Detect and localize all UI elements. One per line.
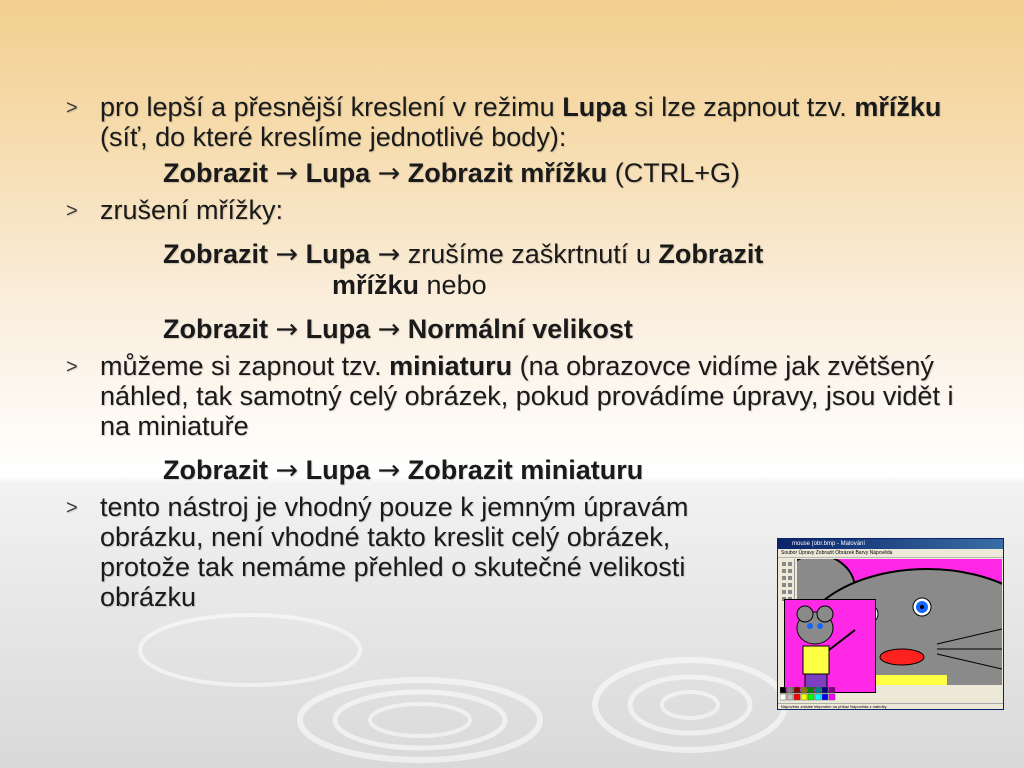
menu-zobrazit: Zobrazit [163, 314, 276, 344]
shortcut-text: (CTRL+G) [607, 158, 741, 188]
bullet-thumbnail [58, 351, 978, 441]
arrow-icon: → [275, 158, 299, 189]
text: můžeme si zapnout tzv. [100, 351, 390, 381]
text: zrušení mřížky: [100, 195, 284, 225]
menu-zobrazit-miniaturu: Zobrazit miniaturu [400, 455, 644, 485]
text: pro lepší a přesnější kreslení v režimu [100, 92, 563, 122]
status-bar: Nápovědu získáte klepnutím na příkaz Nápověda z nabídky [778, 703, 1003, 709]
menu-path-uncheck-grid [58, 239, 978, 270]
text: (síť, do které kreslíme jednotlivé body): [100, 122, 567, 152]
arrow-icon: → [275, 455, 299, 486]
menu-zobrazit: Zobrazit [163, 239, 276, 269]
menu-path-show-grid [58, 158, 978, 189]
term-mrizku: mřížku [854, 92, 942, 122]
menu-lupa: Lupa [298, 455, 378, 485]
menu-zobrazit: Zobrazit [658, 239, 764, 269]
text: tento nástroj je vhodný pouze k jemným úpravám obrázku, není vhodné takto kreslit celý obrázek, protože tak nemáme přehled o skutečné velikosti obrázku [100, 492, 689, 612]
thumbnail-window [784, 599, 876, 693]
text: zrušíme zaškrtnutí u [400, 239, 659, 269]
menu-zobrazit-mrizku: Zobrazit mřížku [400, 158, 608, 188]
bullet-cancel-grid [58, 195, 978, 225]
paint-screenshot-image [777, 538, 1004, 710]
menu-zobrazit: Zobrazit [163, 455, 276, 485]
text: nebo [419, 270, 487, 300]
bullet-arrow-icon: > [66, 497, 78, 519]
menu-lupa: Lupa [298, 239, 378, 269]
menu-path-normal-size [58, 314, 978, 345]
term-lupa: Lupa [562, 92, 627, 122]
arrow-icon: → [377, 239, 401, 270]
menu-mrizku: mřížku [332, 270, 420, 300]
window-title: mouse (obr.bmp - Malování [792, 541, 866, 547]
menu-path-show-thumbnail [58, 455, 978, 486]
menu-normalni-velikost: Normální velikost [400, 314, 633, 344]
bullet-arrow-icon: > [66, 356, 78, 378]
term-miniaturu: miniaturu [389, 351, 513, 381]
bullet-tool-note [58, 492, 760, 612]
bullet-grid-intro [58, 92, 978, 152]
window-menubar: Soubor Úpravy Zobrazit Obrázek Barvy Nápověda [778, 549, 1003, 558]
arrow-icon: → [275, 314, 299, 345]
window-titlebar [778, 539, 1003, 549]
arrow-icon: → [275, 239, 299, 270]
bullet-arrow-icon: > [66, 97, 78, 119]
menu-zobrazit: Zobrazit [163, 158, 276, 188]
arrow-icon: → [377, 314, 401, 345]
menu-path-uncheck-grid-cont [58, 270, 978, 300]
slide-content [58, 92, 978, 612]
color-palette [780, 687, 990, 701]
mouse-drawing-thumbnail [785, 600, 875, 692]
palette-swatches [780, 687, 990, 701]
bullet-arrow-icon: > [66, 200, 78, 222]
menu-lupa: Lupa [298, 158, 378, 188]
text: si lze zapnout tzv. [626, 92, 855, 122]
arrow-icon: → [377, 455, 401, 486]
menu-lupa: Lupa [298, 314, 378, 344]
arrow-icon: → [377, 158, 401, 189]
text: (na obrazovce vidíme jak zvětšený náhled, tak samotný celý obrázek, pokud provádíme úpravy, jsou vidět i na miniatuře [100, 351, 954, 441]
